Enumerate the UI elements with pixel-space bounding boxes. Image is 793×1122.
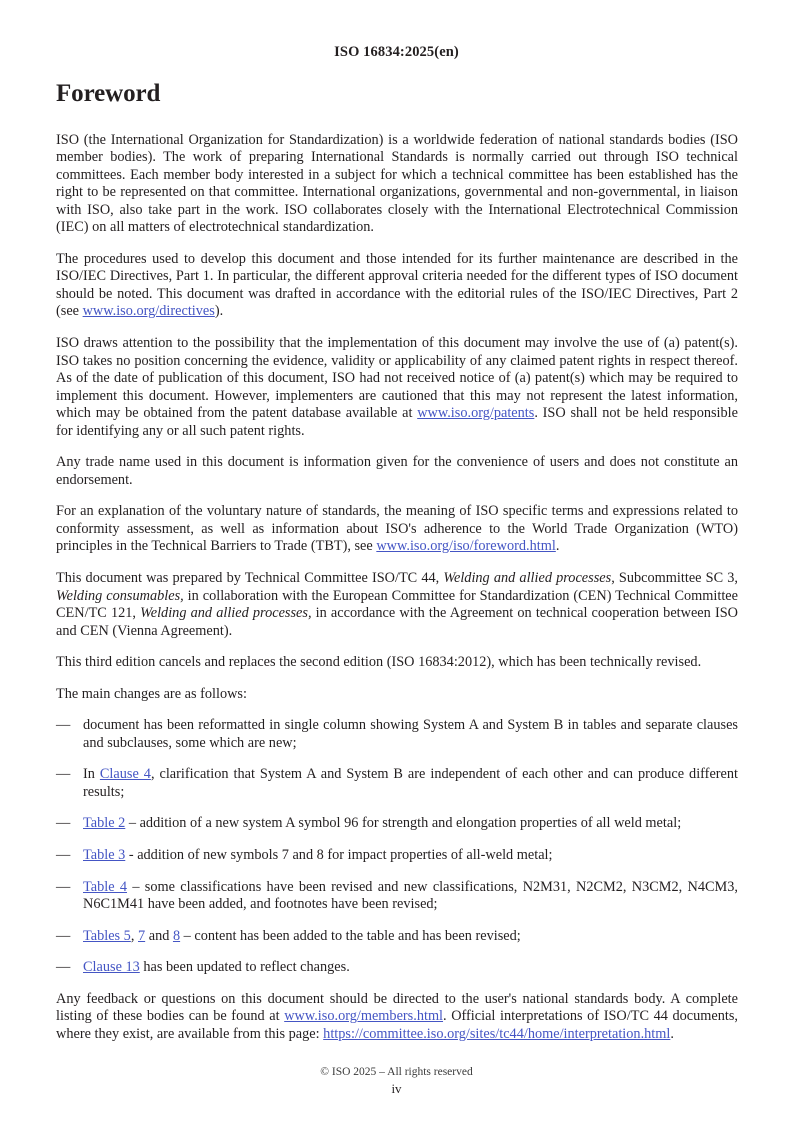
em-dash-bullet-icon: —	[56, 878, 71, 895]
paragraph-text-tail: .	[670, 1025, 674, 1042]
paragraph-text: The procedures used to develop this document and those intended for its further maintenance are described in the ISO/IEC Directives, Part 1. In particular, the different approval criteria needed for the different types of ISO document should be noted. This document was drafted in accordance with the editorial rules of the ISO/IEC Directives, Part 2 (see	[56, 250, 738, 320]
paragraph-text: This document was prepared by Technical Committee ISO/TC 44,	[56, 569, 444, 586]
paragraph-text: in accordance with the Agreement on technical cooperation between ISO and CEN (Vienna Agreement).	[56, 605, 738, 639]
running-head: ISO 16834:2025(en)	[334, 44, 459, 60]
list-item	[56, 717, 738, 752]
em-dash-bullet-icon: —	[56, 847, 71, 863]
paragraph-patents	[56, 335, 738, 440]
committee-title-2: Welding consumables,	[56, 587, 184, 604]
paragraph-feedback	[56, 991, 738, 1044]
paragraph-trade-name	[56, 454, 738, 489]
list-item-text: has been updated to reflect changes.	[139, 959, 350, 976]
link-table-8[interactable]: 8	[172, 927, 181, 944]
list-item	[56, 766, 738, 801]
changes-list	[56, 717, 738, 976]
link-clause-13[interactable]: Clause 13	[83, 959, 140, 976]
paragraph-text: ISO (the International Organization for Standardization) is a worldwide federation of national standards bodies (ISO member bodies). The work of preparing International Standards is normally carried out through ISO technical committees. Each member body interested in a subject for which a technical committee has been established has the right to be represented on that committee. International organizations, governmental and non-governmental, in liaison with ISO, also take part in the work. ISO collaborates closely with the International Electrotechnical Commission (IEC) on all matters of electrotechnical standardization.	[56, 131, 738, 236]
paragraph-text-tail: .	[555, 538, 560, 555]
page-title: Foreword	[56, 80, 161, 107]
paragraph-text: Any trade name used in this document is information given for the convenience of users and does not constitute an endorsement.	[56, 454, 738, 488]
list-item	[56, 879, 738, 914]
list-item-prefix: In	[83, 766, 100, 783]
list-item-text: – content has been added to the table and has been revised;	[180, 927, 521, 944]
link-iso-patents[interactable]: www.iso.org/patents	[417, 405, 535, 422]
paragraph-main-changes-intro	[56, 686, 738, 704]
em-dash-bullet-icon: —	[56, 717, 71, 734]
paragraph-text-tail: . ISO shall not be held responsible for identifying any or all such patent rights.	[56, 405, 738, 439]
paragraph-text: in collaboration with the European Committee for Standardization (CEN) Technical Committee CEN/TC 121,	[56, 587, 738, 622]
list-item	[56, 815, 738, 833]
list-item	[56, 959, 738, 977]
link-table-2[interactable]: Table 2	[83, 815, 126, 832]
paragraph-procedures	[56, 251, 738, 321]
page-number: iv	[391, 1081, 402, 1096]
list-item-sep-1: ,	[130, 927, 138, 944]
em-dash-bullet-icon: —	[56, 959, 71, 976]
paragraph-technical-committee	[56, 570, 738, 640]
em-dash-bullet-icon: —	[56, 815, 71, 832]
list-item-text: document has been reformatted in single column showing System A and System B in tables and separate clauses and subclauses, some which are new;	[83, 717, 738, 751]
list-item-text: - addition of new symbols 7 and 8 for impact properties of all-weld metal;	[125, 847, 553, 863]
paragraph-text: . Official interpretations of ISO/TC 44 documents, where they exist, are available from this page:	[56, 1008, 738, 1042]
list-item	[56, 847, 738, 865]
paragraph-text: , Subcommittee SC 3,	[611, 569, 738, 586]
link-iso-members[interactable]: www.iso.org/members.html	[284, 1008, 444, 1025]
paragraph-edition	[56, 654, 738, 672]
link-tc44-interpretation[interactable]: https://committee.iso.org/sites/tc44/home/interpretation.html	[323, 1025, 671, 1042]
link-table-4[interactable]: Table 4	[83, 878, 128, 895]
committee-title-3: Welding and allied processes,	[140, 605, 312, 622]
list-item	[56, 928, 738, 946]
em-dash-bullet-icon: —	[56, 927, 71, 944]
list-item-sep-2: and	[145, 927, 173, 944]
paragraph-text-tail: ).	[214, 303, 224, 320]
committee-title-1: Welding and allied processes	[443, 569, 612, 586]
link-clause-4[interactable]: Clause 4	[99, 766, 151, 783]
list-item-text: – some classifications have been revised and new classifications, N2M31, N2CM2, N3CM2, N4CM3, N6C1M41 have been added, and footnotes have been revised;	[83, 878, 738, 913]
paragraph-text: The main changes are as follows:	[56, 685, 247, 702]
link-tables-5[interactable]: Tables 5	[83, 927, 131, 944]
link-iso-directives[interactable]: www.iso.org/directives	[82, 303, 215, 320]
paragraph-iso-definition	[56, 132, 738, 237]
em-dash-bullet-icon: —	[56, 766, 71, 783]
paragraph-text: This third edition cancels and replaces the second edition (ISO 16834:2012), which has been technically revised.	[56, 654, 702, 671]
paragraph-text: Any feedback or questions on this document should be directed to the user's national standards body. A complete listing of these bodies can be found at	[56, 990, 738, 1025]
page-content	[56, 80, 738, 1057]
link-table-3[interactable]: Table 3	[83, 847, 126, 863]
link-table-7[interactable]: 7	[138, 927, 146, 944]
link-iso-foreword[interactable]: www.iso.org/iso/foreword.html	[376, 538, 556, 555]
paragraph-text: For an explanation of the voluntary nature of standards, the meaning of ISO specific terms and expressions related to conformity assessment, as well as information about ISO's adherence to the World Trade Organization (WTO) principles in the Technical Barriers to Trade (TBT), see	[56, 503, 738, 555]
paragraph-voluntary-nature	[56, 503, 738, 556]
footer-copyright: © ISO 2025 – All rights reserved	[320, 1066, 473, 1078]
paragraph-text: ISO draws attention to the possibility that the implementation of this document may involve the use of (a) patent(s). ISO takes no position concerning the evidence, validity or applicability of any claimed patent rights in respect thereof. As of the date of publication of this document, ISO had not received notice of (a) patent(s) which may be required to implement this document. However, implementers are cautioned that this may not represent the latest information, which may be obtained from the patent database available at	[56, 334, 738, 422]
list-item-text: , clarification that System A and System B are independent of each other and can produce different results;	[83, 766, 739, 800]
list-item-text: – addition of a new system A symbol 96 for strength and elongation properties of all weld metal;	[125, 815, 682, 832]
